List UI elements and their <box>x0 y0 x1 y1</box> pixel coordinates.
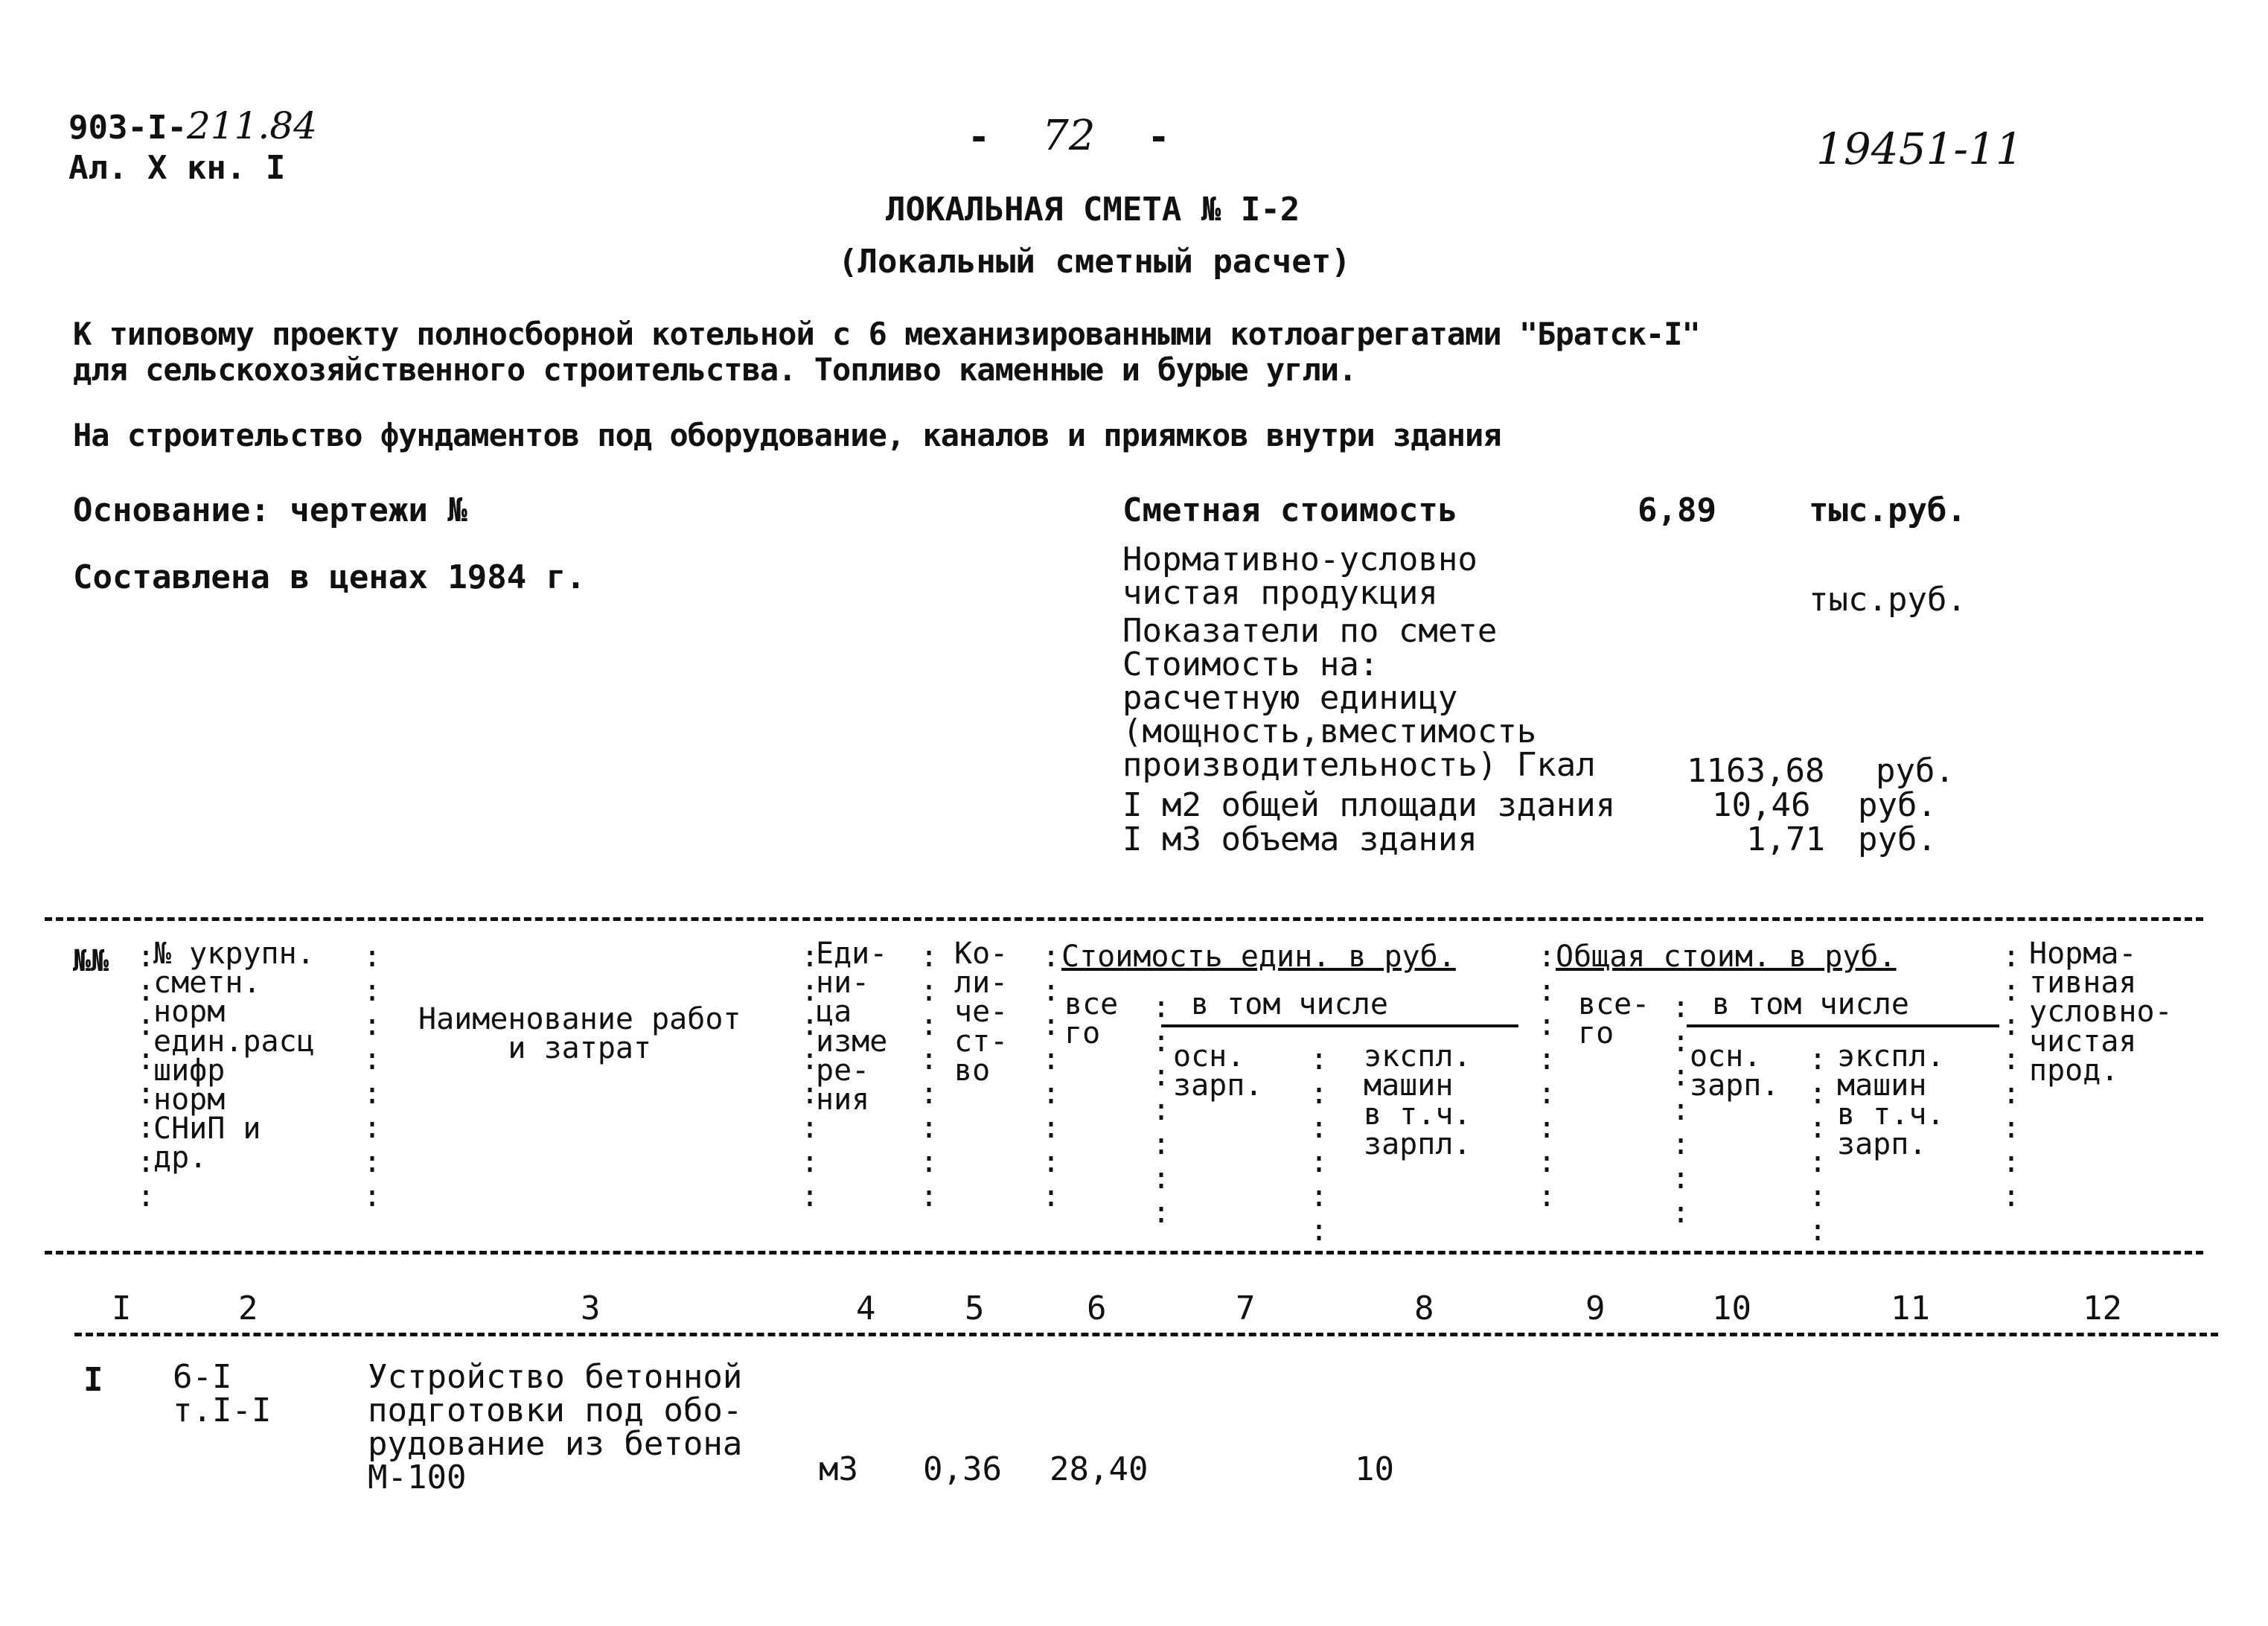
row-code: 6-I т.I-I <box>173 1358 272 1429</box>
separator-3: : : : : : : : : <box>801 940 820 1214</box>
per-unit-unit: руб. <box>1876 752 1955 790</box>
prices-year: Составлена в ценах 1984 г. <box>73 558 586 596</box>
area-value: 10,46 <box>1712 786 1811 824</box>
normative-label: Нормативно-условно чистая продукция <box>1122 541 1478 612</box>
column-number-3: 3 <box>581 1289 601 1327</box>
col-code-header: № укрупн. сметн. норм един.расц шифр норм СНиП и др. <box>153 937 315 1176</box>
row-work-name: Устройство бетонной подготовки под обо- рудование из бетона М-100 <box>368 1358 743 1496</box>
document-reference-handwritten: 19451-11 <box>1816 124 2023 174</box>
document-code <box>68 104 317 147</box>
column-number-7: 7 <box>1236 1289 1256 1327</box>
separator-5: : : : : : : : : <box>1042 940 1061 1214</box>
column-number-1: I <box>112 1289 132 1327</box>
document-code-prefix: 903-I- <box>68 109 187 147</box>
column-numbers-rule <box>74 1333 2218 1336</box>
column-number-10: 10 <box>1712 1289 1751 1327</box>
volume-label: I м3 объема здания <box>1122 820 1478 858</box>
column-number-8: 8 <box>1414 1289 1434 1327</box>
col-total-header: все- го <box>1578 987 1650 1051</box>
estimate-subtitle: (Локальный сметный расчет) <box>838 243 1351 281</box>
column-number-4: 4 <box>856 1289 876 1327</box>
separator-7: : : : : : : <box>1310 1042 1329 1248</box>
volume-value: 1,71 <box>1746 820 1825 858</box>
per-unit-value: 1163,68 <box>1687 752 1825 790</box>
column-number-12: 12 <box>2083 1289 2122 1327</box>
col-unit-total-header: все го <box>1064 987 1119 1051</box>
page-dash-right: - <box>1147 115 1170 159</box>
col-unit-header: Еди- ни- ца изме ре- ния <box>816 937 888 1117</box>
unit-incl-header: в том числе <box>1191 987 1388 1021</box>
separator-10: : : : : : : <box>1809 1042 1827 1248</box>
area-label: I м2 общей площади здания <box>1122 786 1616 824</box>
col-normative-header: Норма- тивная условно- чистая прод. <box>2029 937 2173 1088</box>
intro-line-2: для сельскохозяйственного строительства. Топливо каменные и бурые угли. <box>73 351 1357 388</box>
col-unit-wage-header: осн. зарп. <box>1173 1039 1263 1103</box>
col-total-machine-header: экспл. машин в т.ч. зарп. <box>1837 1039 1945 1161</box>
unit-incl-underline <box>1161 1024 1518 1027</box>
indicators-block: Показатели по смете Стоимость на: расчетную единицу (мощность,вместимость производительность) Гкал <box>1122 612 1596 784</box>
column-number-9: 9 <box>1585 1289 1606 1327</box>
table-header-bottom-rule <box>45 1251 2203 1254</box>
basis-drawings: Основание: чертежи № <box>73 491 467 529</box>
col-unit-machine-header: экспл. машин в т.ч. зарпл. <box>1364 1039 1472 1161</box>
col-number-header: №№ <box>73 944 109 978</box>
col-name-header: Наименование работ и затрат <box>418 1002 741 1066</box>
row-unit-cost-machines: 10 <box>1355 1450 1394 1488</box>
estimate-title: ЛОКАЛЬНАЯ СМЕТА № I-2 <box>886 191 1300 229</box>
cost-unit: тыс.руб. <box>1809 491 1967 529</box>
row-quantity: 0,36 <box>923 1450 1002 1488</box>
row-number: I <box>83 1361 103 1399</box>
volume-unit: руб. <box>1858 820 1937 858</box>
column-number-2: 2 <box>238 1289 258 1327</box>
separator-8: : : : : : : : : <box>1538 940 1556 1214</box>
separator-1: : : : : : : : : <box>137 940 156 1214</box>
area-unit: руб. <box>1858 786 1937 824</box>
column-number-6: 6 <box>1087 1289 1107 1327</box>
page-number-line <box>968 112 1170 160</box>
col-qty-header: Ко- ли- че- ст- во <box>954 937 1009 1088</box>
column-number-5: 5 <box>965 1289 985 1327</box>
cost-value: 6,89 <box>1638 491 1716 529</box>
cost-label: Сметная стоимость <box>1122 491 1458 529</box>
separator-4: : : : : : : : : <box>920 940 939 1214</box>
page-number: 72 <box>1042 112 1096 160</box>
row-unit-cost-total: 28,40 <box>1050 1450 1149 1488</box>
separator-11: : : : : : : : : <box>2002 940 2021 1214</box>
album-book-line: Ал. X кн. I <box>68 149 286 187</box>
page-dash-left: - <box>968 115 991 159</box>
total-incl-header: в том числе <box>1712 987 1909 1021</box>
row-unit: м3 <box>819 1450 858 1488</box>
column-number-11: 11 <box>1891 1289 1930 1327</box>
col-total-wage-header: осн. зарп. <box>1690 1039 1780 1103</box>
separator-6: : : : : : : : <box>1152 990 1171 1230</box>
construction-scope: На строительство фундаментов под оборудование, каналов и приямков внутри здания <box>73 417 1501 453</box>
unit-cost-group-header: Стоимость един. в руб. <box>1061 940 1456 974</box>
separator-2: : : : : : : : : <box>363 940 382 1214</box>
intro-line-1: К типовому проекту полносборной котельной с 6 механизированными котлоагрегатами "Братск-I" <box>73 316 1700 352</box>
total-cost-group-header: Общая стоим. в руб. <box>1556 940 1897 974</box>
table-top-rule <box>45 917 2203 921</box>
document-code-handwritten: 211.84 <box>186 104 317 147</box>
separator-9: : : : : : : : <box>1672 990 1690 1230</box>
normative-unit: тыс.руб. <box>1809 581 1967 619</box>
total-incl-underline <box>1687 1024 1999 1027</box>
